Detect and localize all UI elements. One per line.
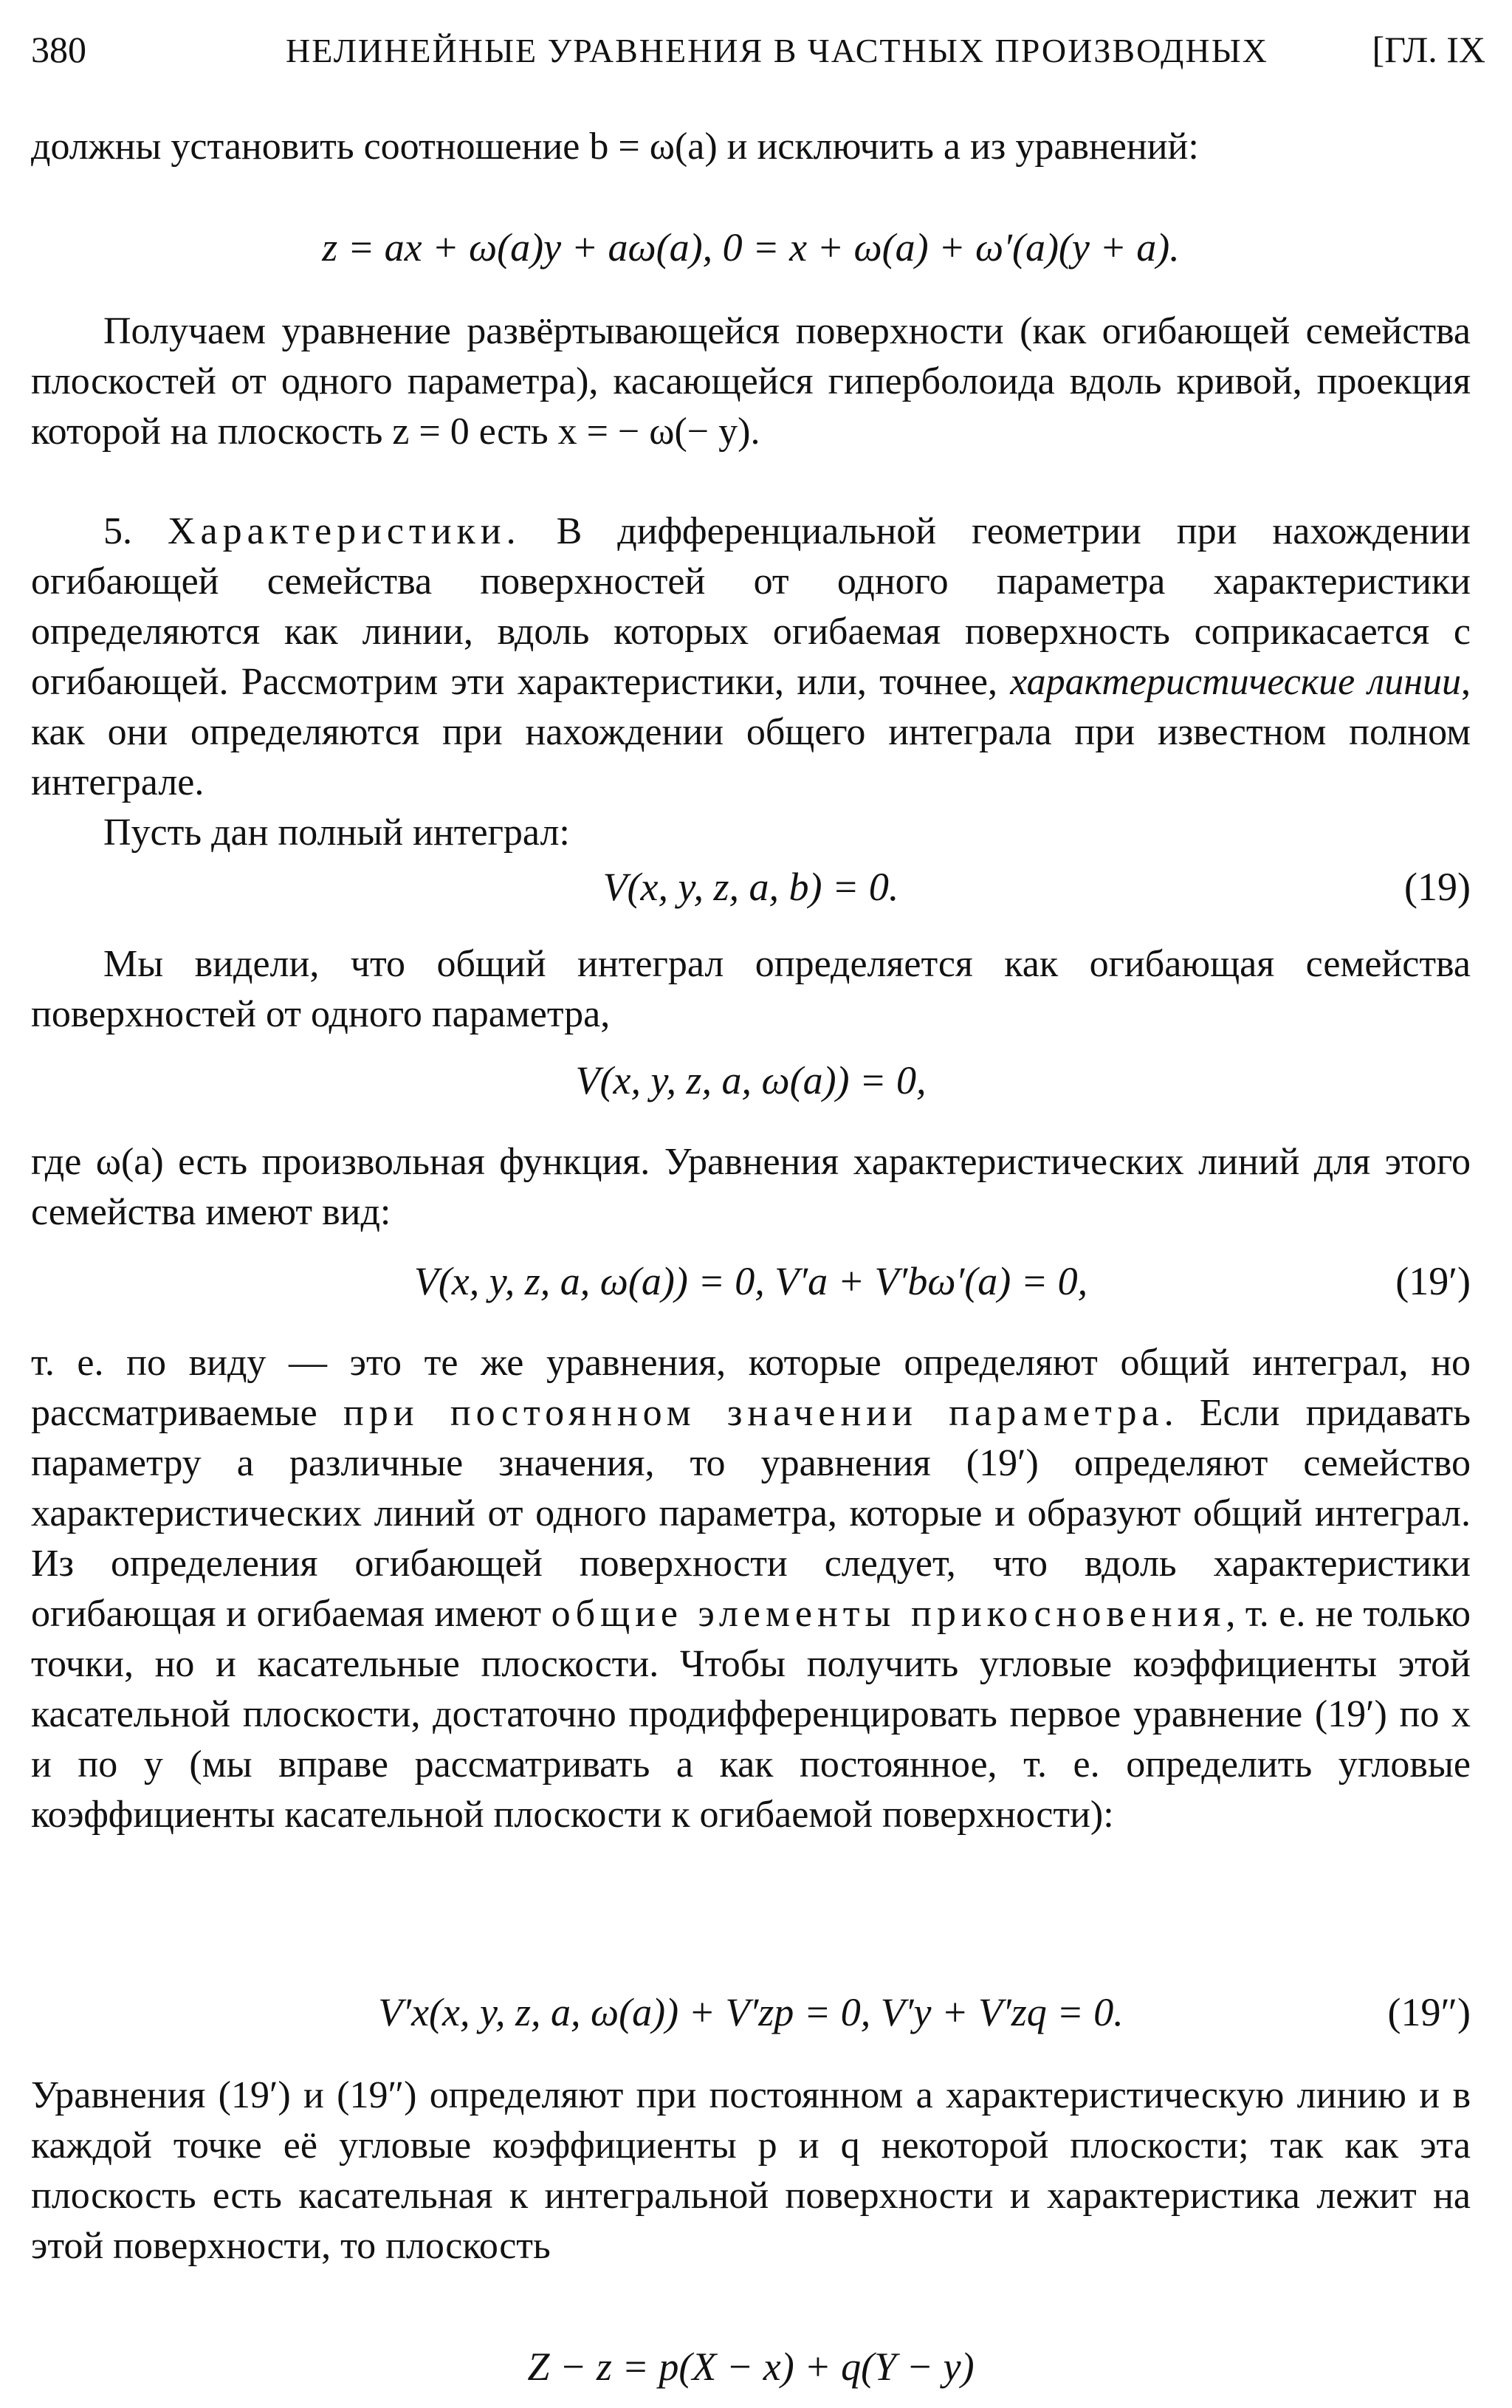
equation-envelope [31, 1054, 1471, 1106]
paragraph-text: Мы видели, что общий интеграл определяется как огибающая семейства поверхностей от одного параметра, [31, 943, 1471, 1035]
paragraph-characteristic-lines [31, 1338, 1471, 1840]
section-heading: Характеристики. [167, 510, 521, 552]
paragraph-text: т. е. по виду — это те же уравнения, которые определяют общий интеграл, но рассматриваемые при постоянном значении параметра. Если придавать параметру a различные значения, то уравнения (19′) определяют семейство характеристических линий от одного параметра, которые и образуют общий интеграл. Из определения огибающей поверхности следует, что вдоль характеристики огибающая и огибаемая имеют общие элементы прикосновения, т. е. не только точки, но и касательные плоскости. Чтобы получить угловые коэффициенты этой касательной плоскости, достаточно продифференцировать первое уравнение (19′) по x и по y (мы вправе рассматривать a как постоянное, т. е. определить угловые коэффициенты касательной плоскости к огибаемой поверхности): [31, 1342, 1471, 1836]
equation-system [31, 222, 1471, 273]
chapter-marker: [ГЛ. IX [1372, 29, 1485, 70]
equation-19-prime [31, 1255, 1471, 1307]
paragraph-text: должны установить соотношение b = ω(a) и исключить a из уравнений: [31, 126, 1199, 168]
paragraph-text: Получаем уравнение развёртывающейся поверхности (как огибающей семейства плоскостей от одного параметра), касающейся гиперболоида вдоль кривой, проекция которой на плоскость z = 0 есть x = − ω(− y). [31, 310, 1471, 453]
equation-19 [31, 861, 1471, 913]
equation-text: V(x, y, z, a, ω(a)) = 0, V′a + V′bω′(a) = 0, [413, 1259, 1088, 1303]
paragraph-tangent-plane [31, 2071, 1471, 2271]
paragraph-text: где ω(a) есть произвольная функция. Уравнения характеристических линий для этого семейства имеют вид: [31, 1141, 1471, 1233]
section-paragraph [31, 507, 1471, 808]
paragraph-text: В дифференциальной геометрии при нахождении огибающей семейства поверхностей от одного параметра характеристики определяются как линии, вдоль которых огибаемая поверхность соприкасается с огибающей. Рассмотрим эти характеристики, или, точнее, [31, 510, 1471, 703]
equation-number: (19″) [1387, 1990, 1471, 2034]
paragraph-text: Уравнения (19′) и (19″) определяют при постоянном a характеристическую линию и в каждой точке её угловые коэффициенты p и q некоторой плоскости; так как эта плоскость есть касательная к интегральной поверхности и характеристика лежит на этой поверхности, то плоскость [31, 2074, 1471, 2267]
paragraph-general-integral [31, 939, 1471, 1040]
section-characteristics [31, 507, 1471, 858]
equation-text: V(x, y, z, a, ω(a)) = 0, [575, 1058, 927, 1102]
equation-number: (19) [1404, 865, 1471, 909]
emphasized-term: характеристические линии [1010, 661, 1461, 703]
equation-text: Z − z = p(X − x) + q(Y − y) [527, 2344, 975, 2389]
paragraph-developable-surface [31, 306, 1471, 457]
paragraph-text: , как они определяются при нахождении общего интеграла при известном полном интеграле. [31, 661, 1471, 803]
equation-text: V(x, y, z, a, b) = 0. [602, 865, 899, 909]
paragraph-continuation [31, 122, 1471, 172]
spaced-phrase: общие элементы прикосновения [551, 1593, 1226, 1635]
equation-text: V′x(x, y, z, a, ω(a)) + V′zp = 0, V′y + V′zq = 0. [378, 1990, 1124, 2034]
equation-number: (19′) [1395, 1259, 1471, 1303]
page-number: 380 [31, 29, 86, 70]
section-number: 5. [103, 510, 168, 552]
equation-plane [31, 2341, 1471, 2392]
paragraph-arbitrary-function [31, 1137, 1471, 1238]
running-title: НЕЛИНЕЙНЫЕ УРАВНЕНИЯ В ЧАСТНЫХ ПРОИЗВОДНЫХ [286, 32, 1268, 69]
paragraph-text: Пусть дан полный интеграл: [103, 812, 570, 854]
spaced-phrase: при постоянном значении параметра [343, 1392, 1164, 1434]
equation-19-double-prime [31, 1986, 1471, 2038]
equation-text: z = ax + ω(a)y + aω(a), 0 = x + ω(a) + ω′(a)(y + a). [322, 225, 1180, 270]
running-header [31, 28, 1485, 80]
